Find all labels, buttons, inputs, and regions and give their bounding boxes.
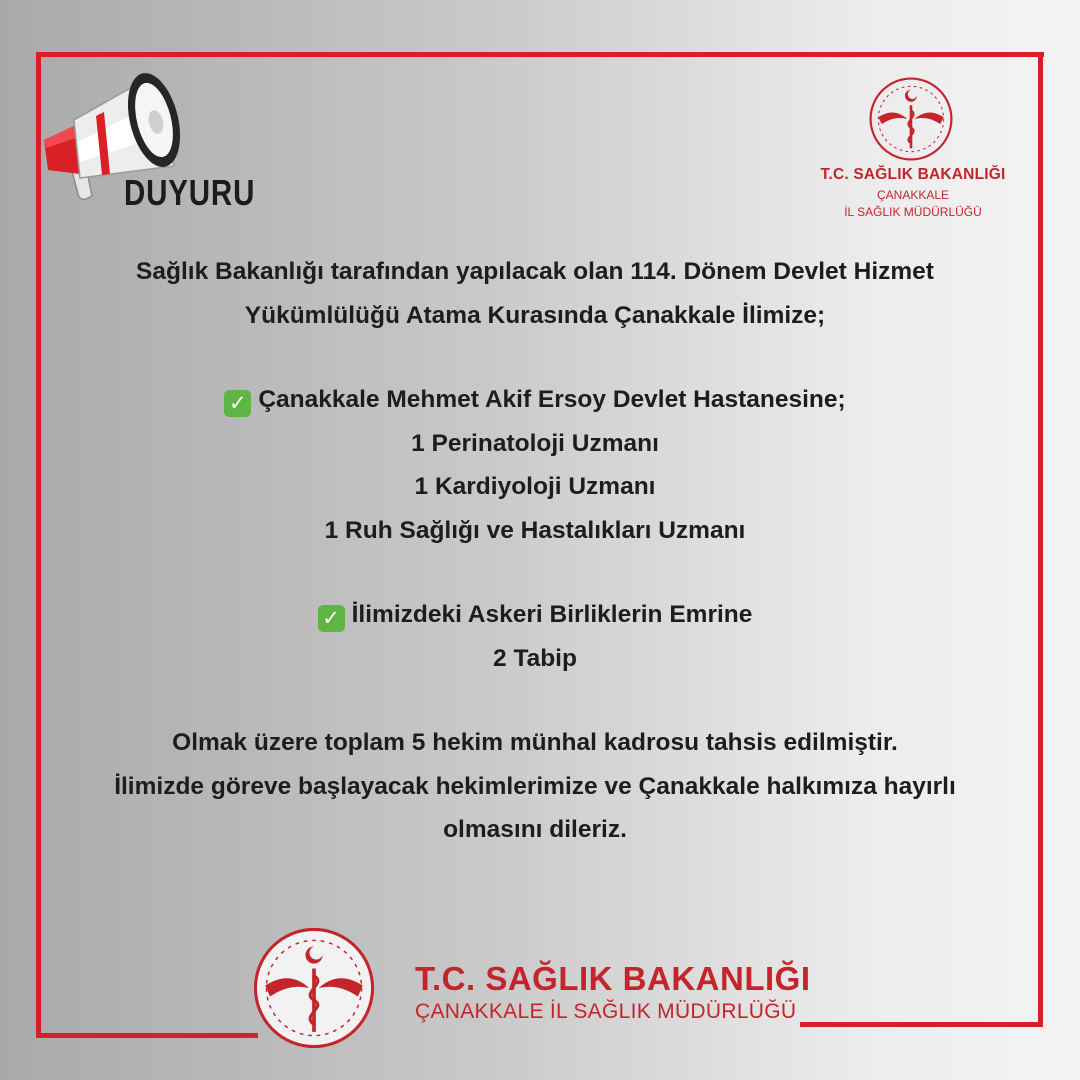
- list-item: 1 Perinatoloji Uzmanı: [411, 429, 659, 457]
- closing-line: İlimizde göreve başlayacak hekimlerimize ve Çanakkale halkımıza hayırlı: [114, 772, 956, 800]
- frame-right: [1038, 52, 1043, 1026]
- list-item: 1 Ruh Sağlığı ve Hastalıkları Uzmanı: [324, 516, 746, 544]
- intro-line: Sağlık Bakanlığı tarafından yapılacak olan 114. Dönem Devlet Hizmet: [136, 258, 934, 285]
- check-mark-icon: ✓: [224, 390, 251, 417]
- frame-top: [36, 52, 1044, 57]
- ministry-emblem-icon: [868, 76, 954, 162]
- list-item: 2 Tabip: [493, 644, 577, 672]
- closing-line: olmasını dileriz.: [443, 816, 627, 843]
- org-city-name: ÇANAKKALE: [876, 188, 950, 202]
- frame-bottom-right: [800, 1022, 1043, 1027]
- intro-line: Yükümlülüğü Atama Kurasında Çanakkale İlimize;: [244, 301, 826, 329]
- section-title: [60, 593, 1010, 637]
- section-title: [60, 378, 1010, 422]
- announcement-body: [60, 250, 1010, 852]
- military-unit-name: İlimizdeki Askeri Birliklerin Emrine: [351, 601, 753, 628]
- closing-line: Olmak üzere toplam 5 hekim münhal kadrosu tahsis edilmiştir.: [172, 729, 898, 756]
- check-mark-icon: ✓: [318, 605, 345, 632]
- announcement-title: DUYURU: [124, 172, 256, 213]
- organization-header: [808, 166, 1018, 219]
- list-item: 1 Kardiyoloji Uzmanı: [414, 473, 656, 500]
- hospital-name: Çanakkale Mehmet Akif Ersoy Devlet Hastanesine;: [258, 386, 846, 413]
- footer-ministry-name: T.C. SAĞLIK BAKANLIĞI: [415, 960, 811, 997]
- organization-footer: [415, 960, 811, 1024]
- org-directorate-name: İL SAĞLIK MÜDÜRLÜĞÜ: [844, 205, 982, 219]
- frame-bottom-left: [36, 1033, 258, 1038]
- org-ministry-name: T.C. SAĞLIK BAKANLIĞI: [820, 166, 1006, 183]
- footer-directorate-name: ÇANAKKALE İL SAĞLIK MÜDÜRLÜĞÜ: [415, 1000, 797, 1023]
- ministry-emblem-icon: [253, 927, 375, 1049]
